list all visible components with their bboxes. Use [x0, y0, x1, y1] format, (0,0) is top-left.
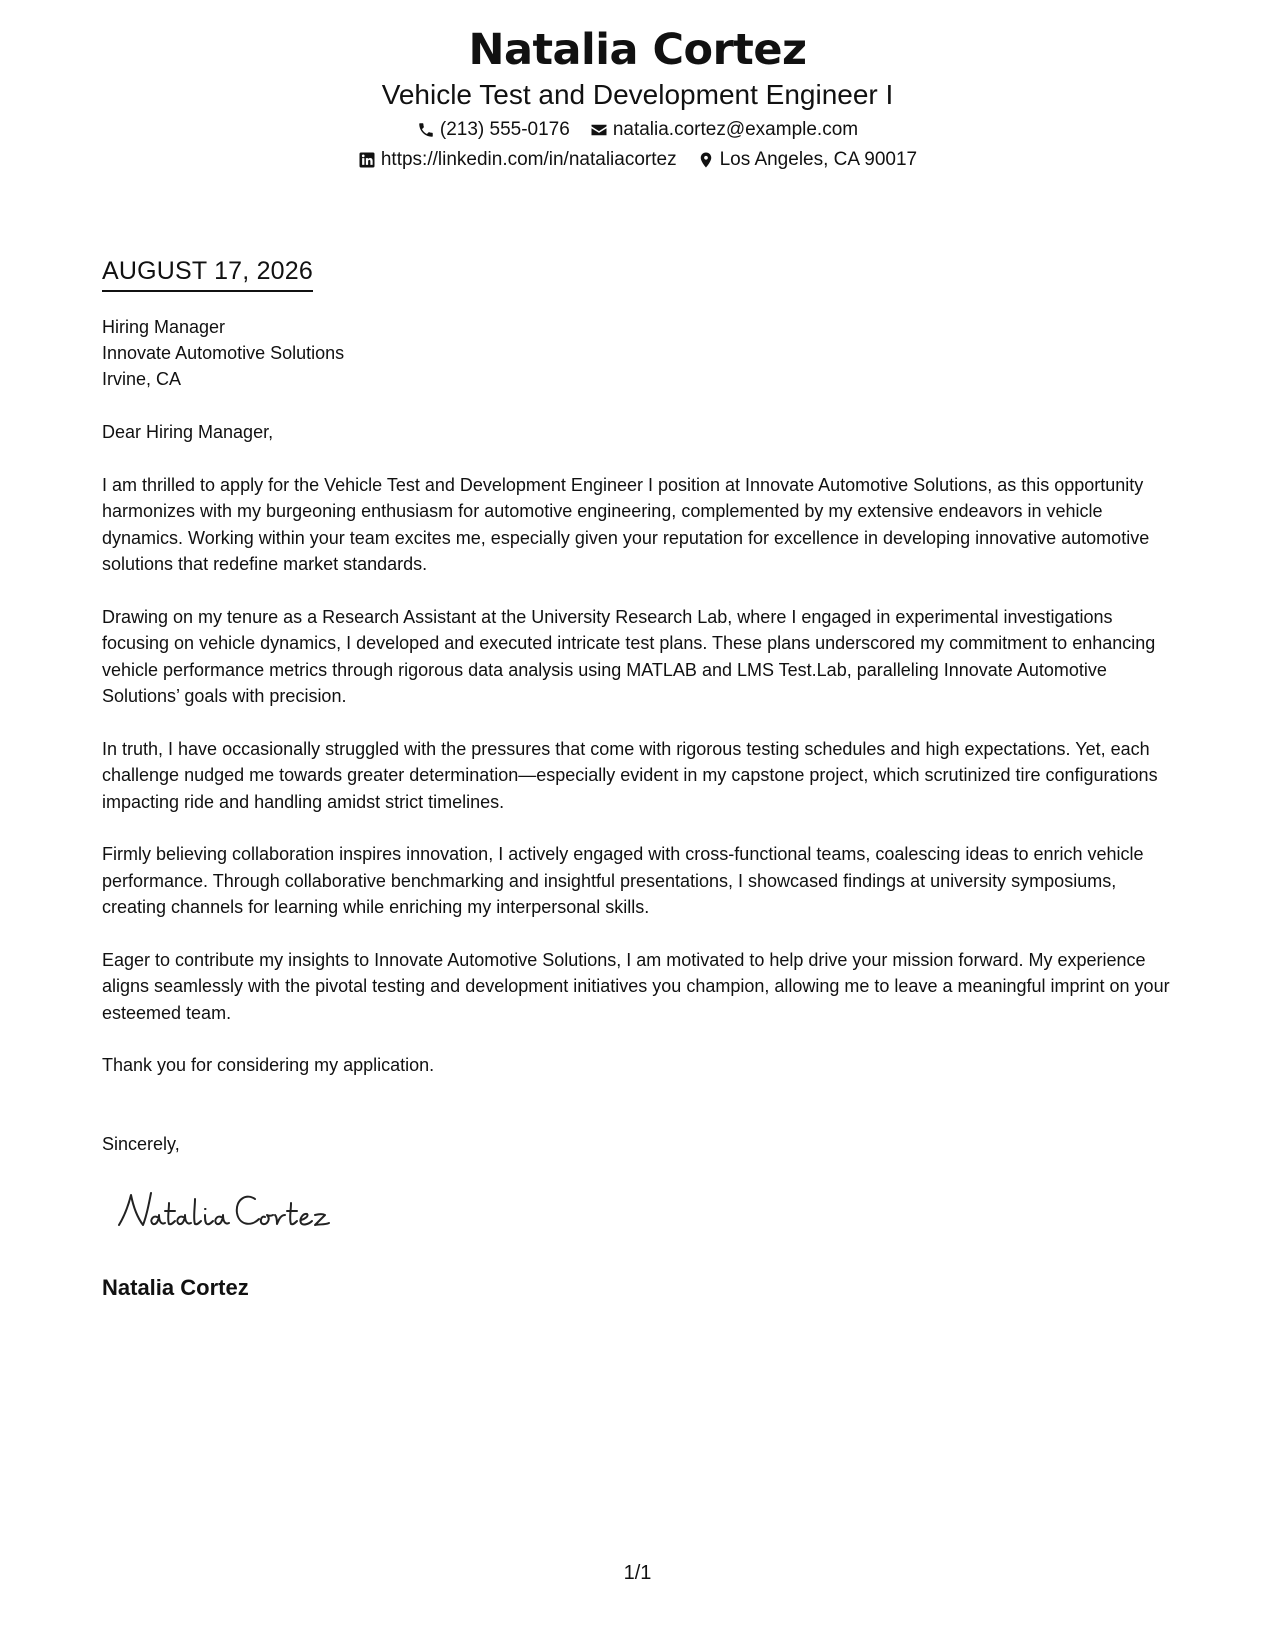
salutation: Dear Hiring Manager,: [102, 422, 274, 442]
recipient-location: Irvine, CA: [102, 369, 182, 389]
body-paragraph: In truth, I have occasionally struggled with the pressures that come with rigorous testing schedules and high expectations. Yet, each challenge nudged me towards greater determination—especially evident in my capstone project, which scrutinized tire configurations impacting ride and handling amidst strict timelines.: [102, 738, 1158, 812]
letter-body: [102, 419, 1177, 1105]
contact-row-1: [0, 118, 1275, 142]
handwritten-signature: [115, 1185, 355, 1250]
phone-contact: [417, 118, 570, 142]
body-paragraph: I am thrilled to apply for the Vehicle Test and Development Engineer I position at Innovate Automotive Solutions, as this opportunity harmonizes with my burgeoning enthusiasm for automotive engineering, complemented by my extensive endeavors in vehicle dynamics. Working within your team excites me, especially given your reputation for excellence in developing innovative automotive solutions that redefine market standards.: [102, 474, 1150, 574]
contact-row-2: [0, 148, 1275, 172]
applicant-name: Natalia Cortez: [468, 25, 807, 75]
envelope-icon: [590, 121, 608, 139]
phone-icon: [417, 121, 435, 139]
body-paragraph: Drawing on my tenure as a Research Assistant at the University Research Lab, where I engaged in experimental investigations focusing on vehicle dynamics, I developed and executed intricate test plans. These plans underscored my commitment to enhancing vehicle performance metrics through rigorous data analysis using MATLAB and LMS Test.Lab, paralleling Innovate Automotive Solutions’ goals with precision.: [102, 606, 1156, 706]
email-address: natalia.cortez@example.com: [612, 119, 859, 140]
linkedin-icon: [358, 151, 376, 169]
body-paragraph: Firmly believing collaboration inspires innovation, I actively engaged with cross-functional teams, coalescing ideas to enrich vehicle performance. Through collaborative benchmarking and insightful presentations, I showcased findings at university symposiums, creating channels for learning while enriching my interpersonal skills.: [102, 844, 1144, 917]
linkedin-url: https://linkedin.com/in/nataliacortez: [380, 149, 677, 170]
recipient-block: [102, 314, 344, 392]
letter-header: [0, 22, 1275, 172]
thank-you-paragraph: Thank you for considering my application.: [102, 1055, 435, 1075]
map-pin-icon: [697, 151, 715, 169]
signer-name: Natalia Cortez: [102, 1275, 249, 1300]
recipient-name: Hiring Manager: [102, 317, 226, 337]
phone-number: (213) 555-0176: [439, 119, 570, 140]
recipient-company: Innovate Automotive Solutions: [102, 343, 345, 363]
valediction: Sincerely,: [102, 1134, 180, 1154]
page-number: 1/1: [623, 1562, 652, 1584]
letter-date: AUGUST 17, 2026: [102, 255, 313, 292]
letter-date-block: [102, 255, 313, 292]
job-title: Vehicle Test and Development Engineer I: [381, 79, 894, 110]
signature-graphic: [115, 1185, 355, 1245]
body-paragraph: Eager to contribute my insights to Innovate Automotive Solutions, I am motivated to help drive your mission forward. My experience aligns seamlessly with the pivotal testing and development initiatives you champion, allowing me to leave a meaningful imprint on your esteemed team.: [102, 949, 1170, 1023]
linkedin-contact: [358, 148, 677, 172]
location-contact: [697, 148, 918, 172]
location-text: Los Angeles, CA 90017: [719, 149, 918, 170]
email-contact: [590, 118, 858, 142]
